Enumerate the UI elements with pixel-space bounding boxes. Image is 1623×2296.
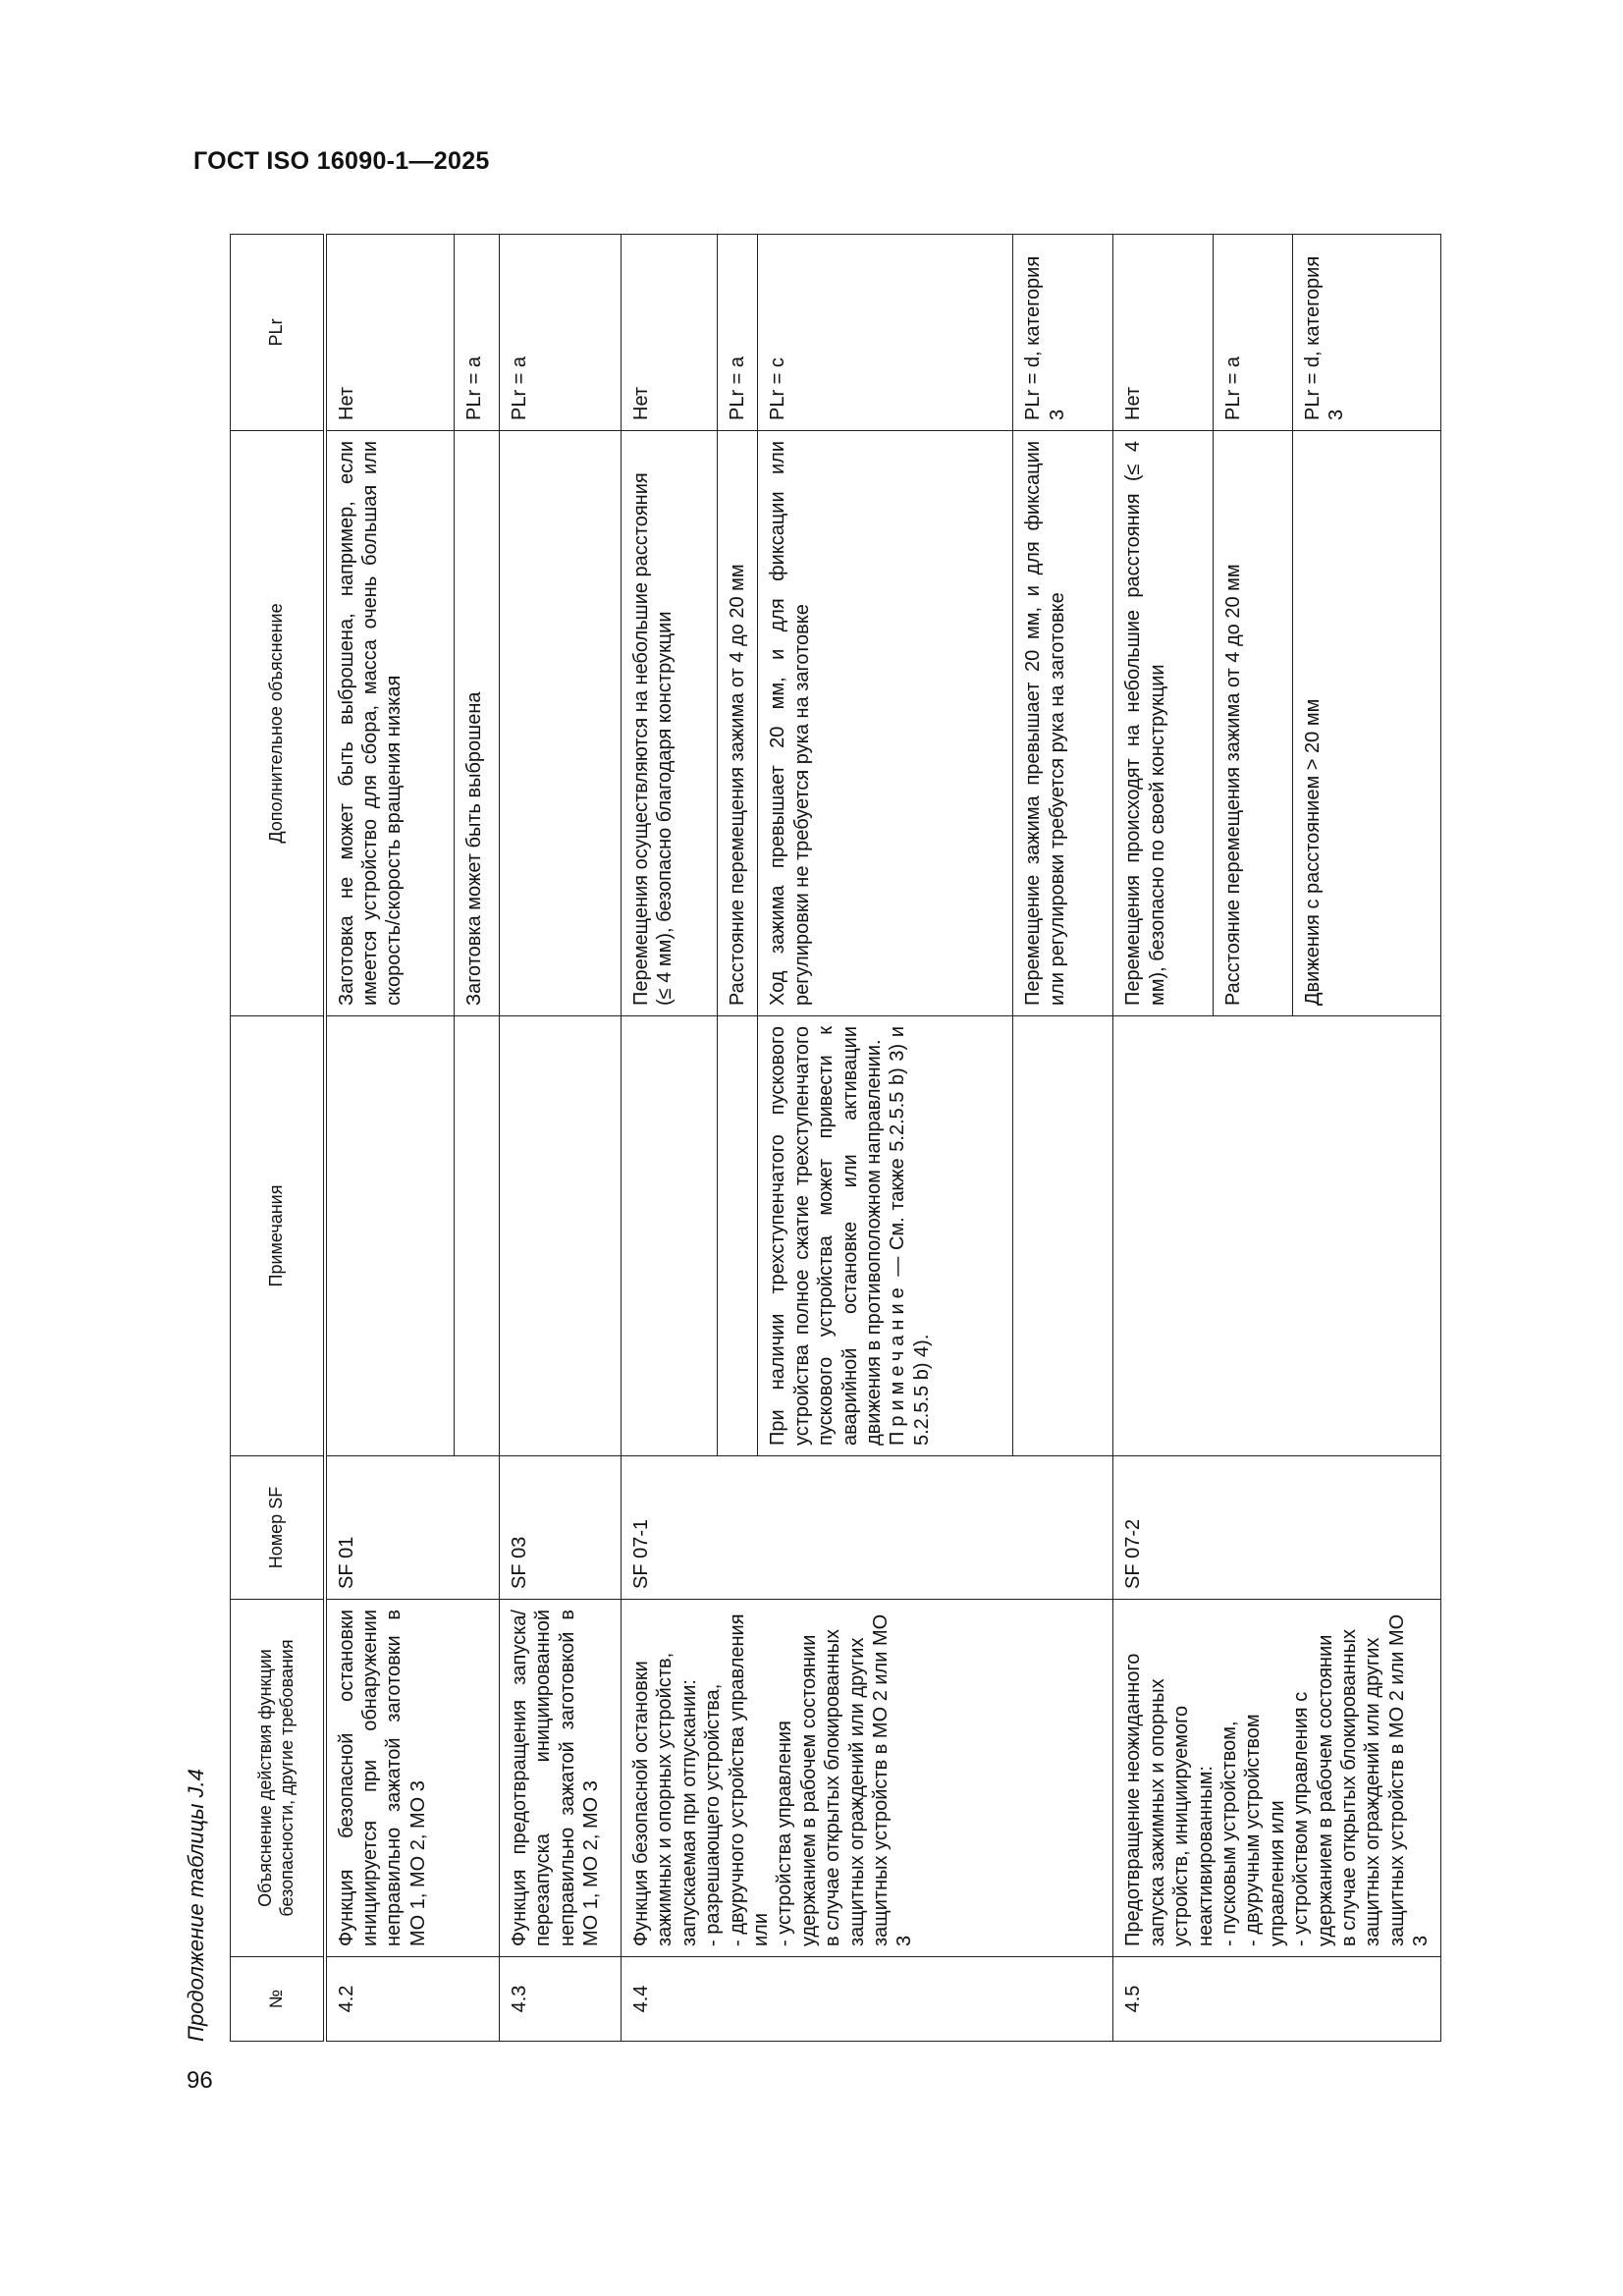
table-row	[622, 235, 718, 2042]
row-plr: Нет	[622, 235, 718, 431]
row-additional: Ход зажима превышает 20 мм, и для фиксации или регулировки не требуется рука на заготовке	[758, 431, 1013, 1016]
row-plr: PLr = a	[1213, 235, 1292, 431]
note-text: При наличии трехступенчатого пускового устройства полное сжатие трехступенчатого пускового устройства может привести к аварийной остановке или активации движения в противоположном направлении.	[767, 1026, 885, 1446]
header-explanation: Объяснение действия функции безопасности, другие требования	[231, 1600, 325, 1957]
row-num: 4.2	[325, 1957, 500, 2042]
header-plr: PLr	[231, 235, 325, 431]
row-explanation: Функция безопасной остановки зажимных и опорных устройств, запускаемая при отпускании: - разрешающего устройства, - двуручного устройства управления или - устройства управления удержанием в рабочем состоянии в случае открытых блокированных защитных ограждений или других защитных устройств в МО 2 или МО 3	[622, 1600, 1113, 1957]
row-additional: Перемещения осуществляются на небольшие расстояния (≤ 4 мм), безопасно благодаря конструкции	[622, 431, 718, 1016]
table-row	[325, 235, 455, 2042]
row-plr: PLr = d, категория 3	[1292, 235, 1441, 431]
row-plr: PLr = d, категория 3	[1013, 235, 1113, 431]
row-explanation: Предотвращение неожиданного запуска зажимных и опорных устройств, инициируемого неактивированным: - пусковым устройством, - двуручным устройством управления или - устройством управления с удержанием в рабочем состоянии в случае открытых блокированных защитных ограждений или других защитных устройств в МО 2 или МО 3	[1113, 1600, 1441, 1957]
row-sf: SF 07-1	[622, 1456, 1113, 1600]
row-notes	[500, 1016, 622, 1456]
row-notes	[455, 1016, 500, 1456]
row-notes	[1013, 1016, 1113, 1456]
row-explanation: Функция безопасной остановки инициируется при обнаружении неправильно зажатой заготовки в МО 1, МО 2, МО 3	[325, 1600, 500, 1957]
row-notes	[325, 1016, 455, 1456]
row-sf: SF 03	[500, 1456, 622, 1600]
continuation-label: Продолжение таблицы J.4	[184, 1769, 208, 2042]
note-reference: — См. также 5.2.5.5 b) 3) и 5.2.5.5 b) 4).	[887, 1026, 933, 1446]
row-plr: PLr = c	[758, 235, 1013, 431]
note-label: Примечание	[887, 1283, 909, 1446]
row-sf: SF 07-2	[1113, 1456, 1441, 1600]
header-sf: Номер SF	[231, 1456, 325, 1600]
row-additional: Заготовка может быть выброшена	[455, 431, 500, 1016]
table-row	[500, 235, 622, 2042]
page-number: 96	[187, 2067, 213, 2094]
row-num: 4.3	[500, 1957, 622, 2042]
row-additional: Движения с расстоянием > 20 мм	[1292, 431, 1441, 1016]
header-num: №	[231, 1957, 325, 2042]
table-header-row	[231, 235, 325, 2042]
row-plr: PLr = a	[718, 235, 758, 431]
document-header: ГОСТ ISO 16090-1—2025	[193, 147, 490, 175]
row-plr: PLr = a	[455, 235, 500, 431]
row-explanation: Функция предотвращения запуска/перезапуска инициированной неправильно зажатой заготовкой в МО 1, МО 2, МО 3	[500, 1600, 622, 1957]
rotated-table-area	[177, 235, 1443, 2042]
row-additional: Расстояние перемещения зажима от 4 до 20 мм	[1213, 431, 1292, 1016]
row-plr: PLr = a	[500, 235, 622, 431]
row-num: 4.4	[622, 1957, 1113, 2042]
row-notes	[758, 1016, 1013, 1456]
requirements-table	[230, 234, 1441, 2042]
row-notes	[718, 1016, 758, 1456]
row-additional: Перемещение зажима превышает 20 мм, и для фиксации или регулировки требуется рука на заготовке	[1013, 431, 1113, 1016]
row-additional: Расстояние перемещения зажима от 4 до 20 мм	[718, 431, 758, 1016]
row-plr: Нет	[325, 235, 455, 431]
row-additional: Перемещения происходят на небольшие расстояния (≤ 4 мм), безопасно по своей конструкции	[1113, 431, 1213, 1016]
header-additional: Дополнительное объяснение	[231, 431, 325, 1016]
header-notes: Примечания	[231, 1016, 325, 1456]
row-plr: Нет	[1113, 235, 1213, 431]
row-additional	[500, 431, 622, 1016]
row-notes	[1113, 1016, 1441, 1456]
row-additional: Заготовка не может быть выброшена, например, если имеется устройство для сбора, масса очень большая или скорость/скорость вращения низкая	[325, 431, 455, 1016]
row-sf: SF 01	[325, 1456, 500, 1600]
row-num: 4.5	[1113, 1957, 1441, 2042]
row-notes	[622, 1016, 718, 1456]
table-row	[1113, 235, 1213, 2042]
